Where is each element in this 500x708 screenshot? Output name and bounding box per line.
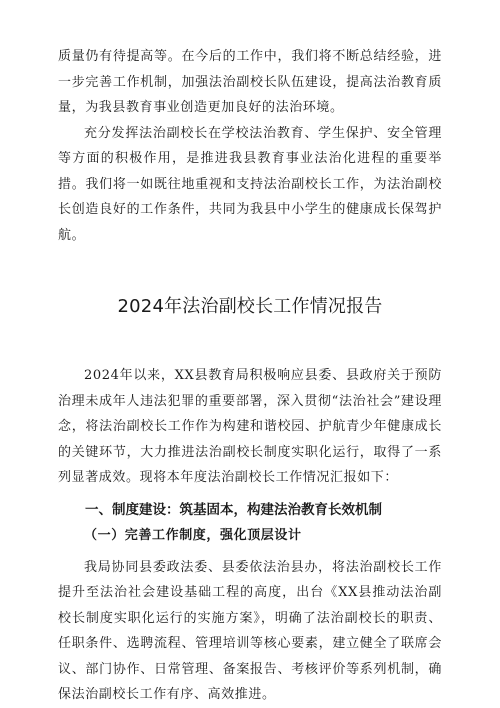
paragraph-system-design: 我局协同县委政法委、县委依法治县办，将法治副校长工作提升至法治社会建设基础工程的高度，出台《XX县推动法治副校长制度实职化运行的实施方案》，明确了法治副校长的职责、任职条件、选聘流程、管理培训等核心要素，建立健全了联席会议、部门协作、日常管理、备案报告、考核评价等系列机制，确保法治副校长工作有序、高效推进。 — [58, 559, 442, 702]
report-title: 2024年法治副校长工作情况报告 — [117, 296, 383, 317]
paragraph-commitment: 充分发挥法治副校长在学校法治教育、学生保护、安全管理等方面的积极作用，是推进我县教育事业法治化进程的重要举措。我们将一如既往地重视和支持法治副校长工作，为法治副校长创造良好的工作条件，共同为我县中小学生的健康成长保驾护航。 — [58, 125, 442, 243]
subsection-heading-1: （一）完善工作制度，强化顶层设计 — [84, 527, 302, 543]
paragraph-intro: 2024年以来，XX县教育局积极响应县委、县政府关于预防治理未成年人违法犯罪的重要部署，深入贯彻“法治社会”建设理念，将法治副校长工作作为构建和谐校园、护航青少年健康成长的关键环节，大力推进法治副校长制度实职化运行，取得了一系列显著成效。现将本年度法治副校长工作情况汇报如下： — [58, 368, 442, 485]
paragraph-continued: 质量仍有待提高等。在今后的工作中，我们将不断总结经验，进一步完善工作机制，加强法治副校长队伍建设，提高法治教育质量，为我县教育事业创造更加良好的法治环境。 — [58, 49, 442, 115]
section-heading-1: 一、制度建设：筑基固本，构建法治教育长效机制 — [85, 501, 382, 518]
